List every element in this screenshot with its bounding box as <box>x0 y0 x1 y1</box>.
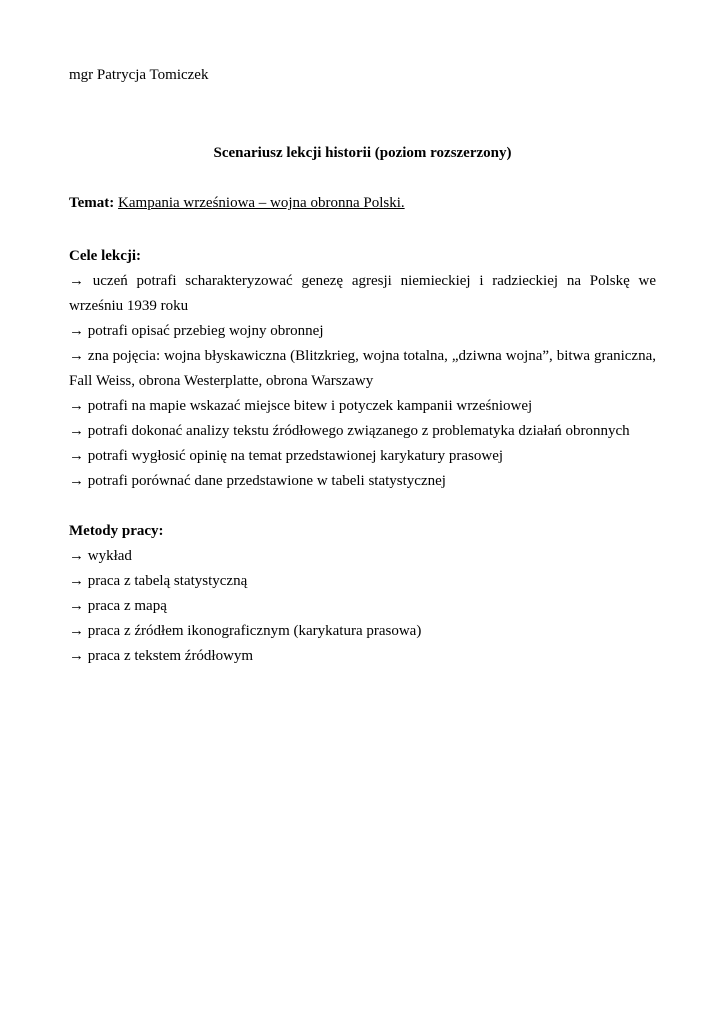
method-item: → praca z źródłem ikonograficznym (karykatura prasowa) <box>69 623 422 639</box>
method-item: → praca z tabelą statystyczną <box>69 573 248 589</box>
author-name: mgr Patrycja Tomiczek <box>69 67 209 83</box>
goal-item: → potrafi wygłosić opinię na temat przedstawionej karykatury prasowej <box>69 448 504 464</box>
topic-value: Kampania wrześniowa – wojna obronna Polski. <box>118 195 405 211</box>
goal-item: → potrafi opisać przebieg wojny obronnej <box>69 323 324 339</box>
methods-list <box>69 544 656 669</box>
methods-heading: Metody pracy: <box>69 523 164 539</box>
methods-section <box>69 519 656 669</box>
goal-item: → potrafi dokonać analizy tekstu źródłowego związanego z problematyka działań obronnych <box>69 423 630 439</box>
goal-item: → potrafi porównać dane przedstawione w tabeli statystycznej <box>69 473 446 489</box>
method-item: → wykład <box>69 548 132 564</box>
goal-item: → zna pojęcia: wojna błyskawiczna (Blitzkrieg, wojna totalna, „dziwna wojna”, bitwa graniczna, Fall Weiss, obrona Westerplatte, obrona Warszawy <box>69 348 656 389</box>
method-item: → praca z tekstem źródłowym <box>69 648 254 664</box>
method-item: → praca z mapą <box>69 598 167 614</box>
goals-section <box>69 244 656 494</box>
lesson-topic <box>69 195 405 212</box>
goals-heading: Cele lekcji: <box>69 248 142 264</box>
goal-item: → potrafi na mapie wskazać miejsce bitew i potyczek kampanii wrześniowej <box>69 398 533 414</box>
goals-list <box>69 269 656 494</box>
topic-label: Temat: <box>69 195 115 211</box>
goal-item: → uczeń potrafi scharakteryzować genezę agresji niemieckiej i radzieckiej na Polskę we wrześniu 1939 roku <box>69 273 656 314</box>
document-title: Scenariusz lekcji historii (poziom rozszerzony) <box>213 145 512 161</box>
